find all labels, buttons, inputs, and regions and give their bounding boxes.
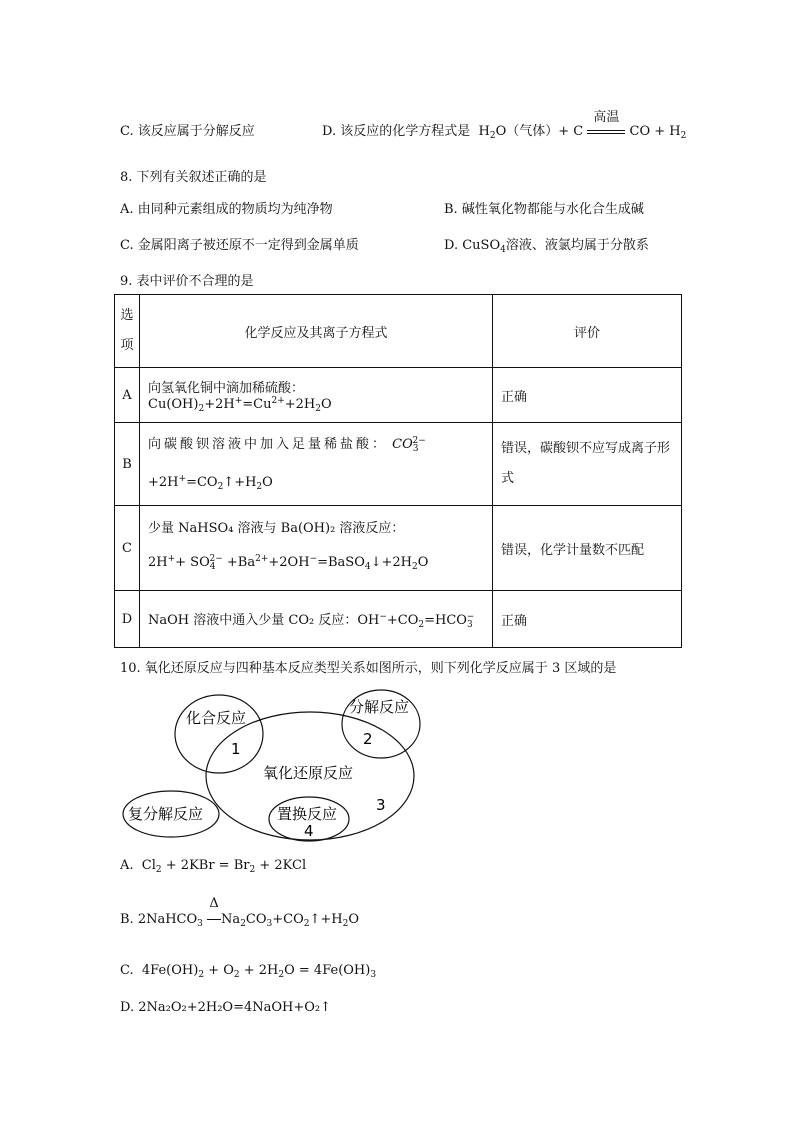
q7-option-d (322, 110, 687, 141)
q9-stem: 9. 表中评价不合理的是 (120, 274, 254, 289)
q10-option-c: C. $4Fe(OH)_2 + O_2 + 2H_2O = 4Fe(OH)_3$ (120, 963, 377, 980)
region-3: 3 (376, 796, 386, 814)
table-row (115, 368, 682, 423)
row-reaction: NaOH 溶液中通入少量 CO₂ 反应：$OH^-+CO_2=HCO_3^-$ (140, 591, 493, 648)
row-evaluation: 错误，碳酸钡不应写成离子形式 (493, 423, 682, 506)
heating-condition (207, 896, 221, 927)
label-redox: 氧化还原反应 (263, 764, 354, 782)
q7-option-d-rhs: CO + $H_2$ (629, 124, 687, 141)
header-option: 选 项 (115, 295, 140, 368)
heat-symbol: Δ (209, 896, 219, 911)
row-evaluation: 正确 (493, 368, 682, 423)
label-combination: 化合反应 (186, 709, 247, 727)
row-option: C (115, 506, 140, 591)
table-header-row (115, 295, 682, 368)
reaction-type-venn-diagram (118, 686, 428, 846)
label-decomposition: 分解反应 (349, 698, 410, 716)
region-2: 2 (363, 730, 373, 748)
q8-option-c: C. 金属阳离子被还原不一定得到金属单质 (120, 238, 359, 253)
q10-option-b: B. 2NaHCO$_3$ Δ $Na_2CO_3+CO_2↑+H_2O$ (120, 896, 360, 929)
row-reaction: 少量 NaHSO₄ 溶液与 Ba(OH)₂ 溶液反应： $2H^++ SO_4^{2-}$ $+Ba^{2+}+2OH^-=BaSO_4↓+2H_2O$ (140, 506, 493, 591)
condition-label: 高温 (593, 110, 620, 125)
row-reaction: 向碳酸钡溶液中加入足量稀盐酸： $CO_3^{2-}$ $+2H^+=CO_2↑+H_2O$ (140, 423, 493, 506)
table-row (115, 423, 682, 506)
table-row (115, 591, 682, 648)
row-evaluation: 错误，化学计量数不匹配 (493, 506, 682, 591)
header-evaluation: 评价 (493, 295, 682, 368)
header-reaction: 化学反应及其离子方程式 (140, 295, 493, 368)
q10-option-d: D. 2Na₂O₂+2H₂O=4NaOH+O₂↑ (120, 1000, 332, 1015)
label-double-decomposition: 复分解反应 (128, 805, 204, 823)
q8-stem: 8. 下列有关叙述正确的是 (120, 170, 267, 185)
region-4: 4 (304, 822, 314, 840)
q7-option-d-lhs: $H_2O$（气体）+ C (474, 124, 584, 141)
combination-ellipse (175, 695, 263, 773)
label-displacement: 置换反应 (277, 805, 338, 823)
row-reaction: 向氢氧化铜中滴加稀硫酸：$Cu(OH)_2+2H^+=Cu^{2+}+2H_2O$ (140, 368, 493, 423)
q8-option-b: B. 碱性氧化物都能与水化合生成碱 (444, 202, 644, 217)
region-1: 1 (231, 740, 241, 758)
table-row (115, 506, 682, 591)
row-option: D (115, 591, 140, 648)
row-evaluation: 正确 (493, 591, 682, 648)
q8-option-a: A. 由同种元素组成的物质均为纯净物 (120, 202, 333, 217)
q8-option-d: D. CuSO$_4$溶液、液氯均属于分散系 (444, 238, 649, 255)
row-option: B (115, 423, 140, 506)
q10-stem: 10. 氧化还原反应与四种基本反应类型关系如图所示，则下列化学反应属于 3 区域的是 (120, 661, 617, 676)
q7-option-c: C. 该反应属于分解反应 (120, 124, 255, 139)
q7-option-d-prefix: D. 该反应的化学方程式是 (322, 124, 471, 139)
evaluation-table (114, 294, 682, 648)
row-option: A (115, 368, 140, 423)
q10-option-a: A. $Cl_2 + 2KBr = Br_2 + 2KCl$ (120, 858, 307, 875)
reaction-condition (587, 110, 625, 139)
